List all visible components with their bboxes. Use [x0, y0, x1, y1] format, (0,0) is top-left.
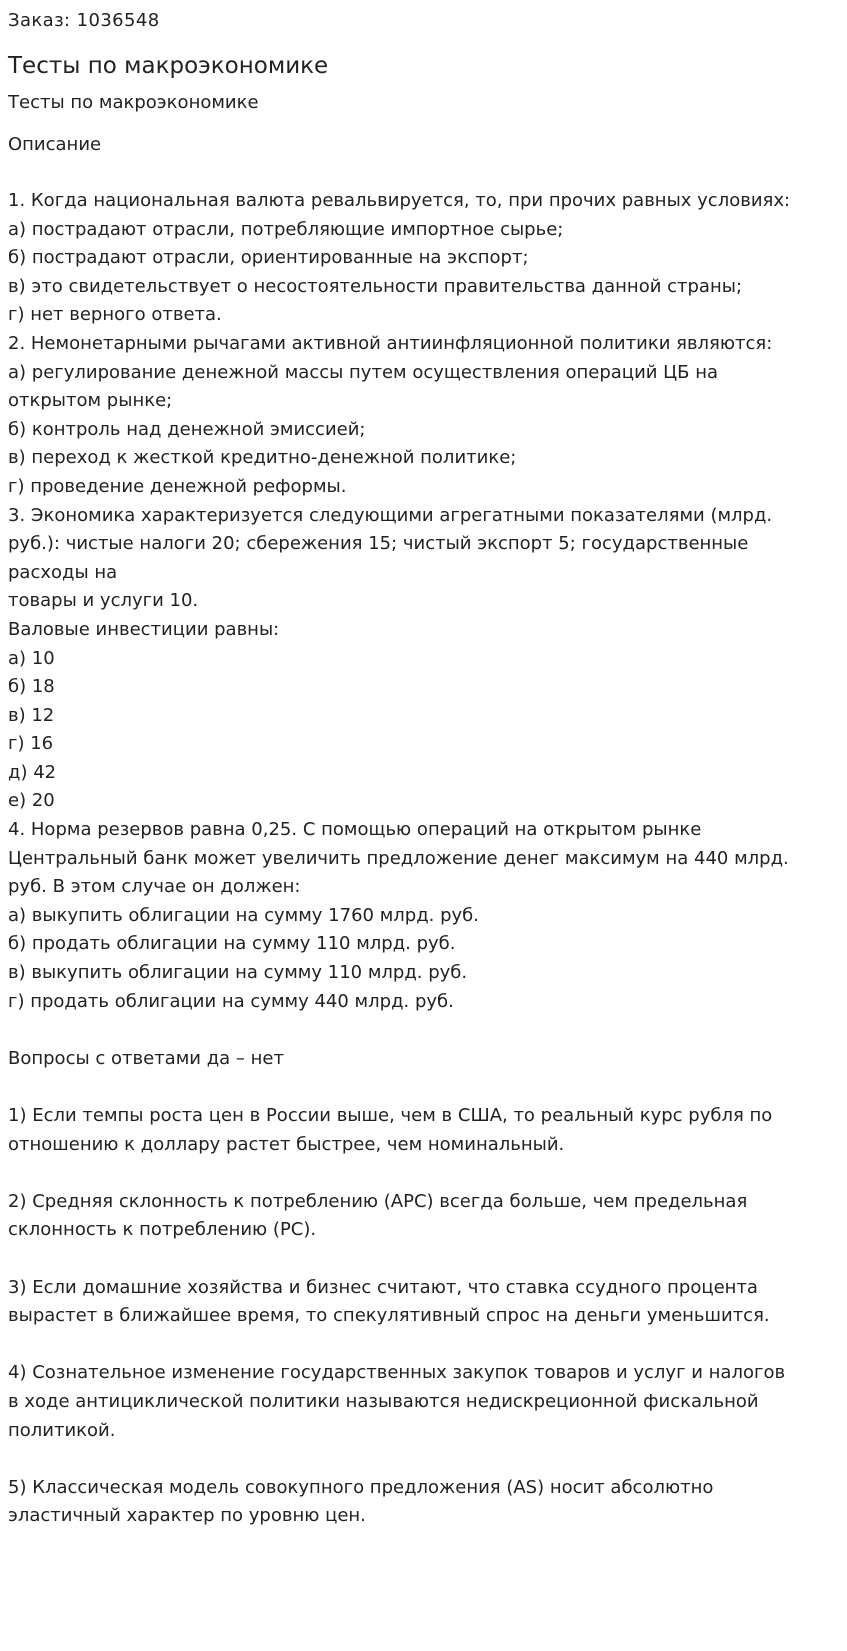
description-line: в) 12 [8, 704, 55, 726]
description-line: отношению к доллару растет быстрее, чем номинальный. [8, 1133, 565, 1155]
description-line: д) 42 [8, 761, 57, 783]
description-line: б) 18 [8, 676, 55, 698]
description-line: расходы на [8, 561, 118, 583]
blank-line [8, 1245, 838, 1274]
description-line: эластичный характер по уровню цен. [8, 1505, 366, 1527]
description-line: вырастет в ближайшее время, то спекулятивный спрос на деньги уменьшится. [8, 1305, 770, 1327]
description-line: 4) Сознательное изменение государственных закупок товаров и услуг и налогов [8, 1362, 786, 1384]
description-line: г) нет верного ответа. [8, 304, 222, 326]
blank-line [8, 1016, 838, 1045]
description-line: б) контроль над денежной эмиссией; [8, 418, 366, 440]
description-line: 1) Если темпы роста цен в России выше, чем в США, то реальный курс рубля по [8, 1105, 773, 1126]
description-line: г) 16 [8, 733, 54, 755]
description-line: а) пострадают отрасли, потребляющие импортное сырье; [8, 218, 564, 240]
description-line: руб.): чистые налоги 20; сбережения 15; чистый экспорт 5; государственные [8, 533, 749, 555]
description-line: товары и услуги 10. [8, 590, 199, 612]
description-line: е) 20 [8, 790, 55, 812]
description-line: склонность к потреблению (PC). [8, 1219, 317, 1241]
description-line: политикой. [8, 1419, 116, 1441]
description-line: открытом рынке; [8, 390, 173, 412]
description-line: 3) Если домашние хозяйства и бизнес считают, что ставка ссудного процента [8, 1276, 758, 1298]
description-line: 4. Норма резервов равна 0,25. С помощью операций на открытом рынке [8, 819, 702, 841]
description-line: руб. В этом случае он должен: [8, 876, 301, 898]
page-title: Тесты по макроэкономике [8, 53, 329, 79]
description-line: а) 10 [8, 647, 55, 669]
description-label: Описание [8, 134, 102, 155]
blank-line [8, 1159, 838, 1188]
blank-line [8, 1331, 838, 1360]
blank-line [8, 1445, 838, 1474]
description-body [8, 187, 838, 1531]
description-line: в) это свидетельствует о несостоятельности правительства данной страны; [8, 275, 743, 297]
description-line: а) выкупить облигации на сумму 1760 млрд. руб. [8, 904, 480, 926]
description-line: г) продать облигации на сумму 440 млрд. руб. [8, 990, 454, 1012]
description-line: 2. Немонетарными рычагами активной антиинфляционной политики являются: [8, 332, 773, 354]
description-line: Вопросы с ответами да – нет [8, 1047, 284, 1069]
description-line: в) переход к жесткой кредитно-денежной политике; [8, 447, 517, 469]
order-number: Заказ: 1036548 [8, 10, 160, 31]
description-line: в) выкупить облигации на сумму 110 млрд. руб. [8, 962, 468, 984]
description-line: 2) Средняя склонность к потреблению (APC) всегда больше, чем предельная [8, 1190, 748, 1212]
page-subtitle: Тесты по макроэкономике [8, 92, 259, 113]
description-line: в ходе антициклической политики называются недискреционной фискальной [8, 1390, 759, 1412]
description-line: Валовые инвестиции равны: [8, 618, 280, 640]
description-line: а) регулирование денежной массы путем осуществления операций ЦБ на [8, 361, 719, 383]
blank-line [8, 1073, 838, 1102]
description-line: б) продать облигации на сумму 110 млрд. руб. [8, 933, 456, 955]
description-line: Центральный банк может увеличить предложение денег максимум на 440 млрд. [8, 847, 789, 869]
description-line: 1. Когда национальная валюта ревальвируется, то, при прочих равных условиях: [8, 190, 791, 211]
description-line: 3. Экономика характеризуется следующими агрегатными показателями (млрд. [8, 504, 773, 526]
description-line: г) проведение денежной реформы. [8, 475, 347, 497]
description-line: б) пострадают отрасли, ориентированные на экспорт; [8, 247, 529, 269]
description-line: 5) Классическая модель совокупного предложения (AS) носит абсолютно [8, 1476, 714, 1498]
